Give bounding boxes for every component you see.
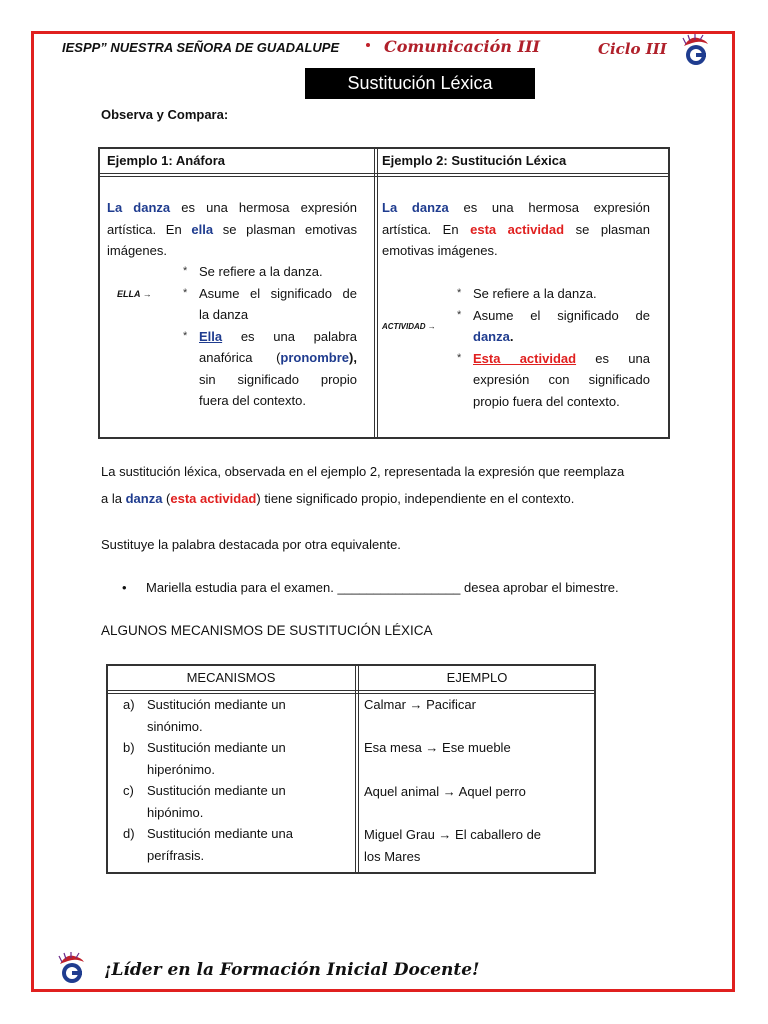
example-cell: Miguel Grau → El caballero de los Mares [364,827,542,864]
example2-header: Ejemplo 2: Sustitución Léxica [382,153,567,168]
list-item: * Ella es una palabra anafórica (pronombre), sin significado propio fuera del contexto. [183,326,357,412]
footer-slogan: ¡Líder en la Formación Inicial Docente! [104,960,480,980]
list-item: * Esta actividad es una expresión con significado propio fuera del contexto. [457,348,650,413]
cycle-label: Ciclo III [598,40,667,58]
school-logo-icon [680,34,710,66]
example2-paragraph: La danza es una hermosa expresión artística. En esta actividad se plasman emotivas imágenes. [382,200,651,258]
ella-arrow-label: ELLA → [117,289,152,299]
explanation-paragraph: La sustitución léxica, observada en el ejemplo 2, representada la expresión que reemplaza a la danza (esta actividad) tiene significado propio, independiente en el contexto. [101,464,625,506]
exercise-sentence: Mariella estudia para el examen. _________________ desea aprobar el bimestre. [146,580,619,595]
header-dot [366,43,370,47]
example-cell: Esa mesa → Ese mueble [364,740,511,755]
table-divider [355,664,359,874]
example-col-header: EJEMPLO [446,670,508,685]
mechanisms-col-header: MECANISMOS [186,670,276,685]
list-item: * Se refiere a la danza. [183,261,357,283]
list-item: * Se refiere a la danza. [457,283,650,305]
list-item: * Asume el significado de la danza [183,283,357,326]
example1-bullets [183,261,357,412]
course-name: Comunicación III [384,37,540,56]
exercise-bullet: • [122,580,127,595]
table-divider [374,147,378,439]
page-title: Sustitución Léxica [305,68,535,99]
table-divider [98,173,670,177]
example2-bullets [457,283,650,412]
mechanisms-heading: ALGUNOS MECANISMOS DE SUSTITUCIÓN LÉXICA [101,623,433,638]
school-name: IESPP” NUESTRA SEÑORA DE GUADALUPE [62,40,340,55]
instruction-text: Sustituye la palabra destacada por otra equivalente. [101,537,401,552]
intro-label: Observa y Compara: [101,107,229,122]
example-cell: Calmar → Pacificar [364,697,476,712]
example-cell: Aquel animal → Aquel perro [364,784,526,799]
example1-header: Ejemplo 1: Anáfora [107,153,225,168]
list-item: * Asume el significado de danza. [457,305,650,348]
school-logo-icon [56,952,86,984]
example1-paragraph: La danza es una hermosa expresión artística. En ella se plasman emotivas imágenes. [107,200,358,258]
actividad-arrow-label: ACTIVIDAD → [382,322,436,331]
